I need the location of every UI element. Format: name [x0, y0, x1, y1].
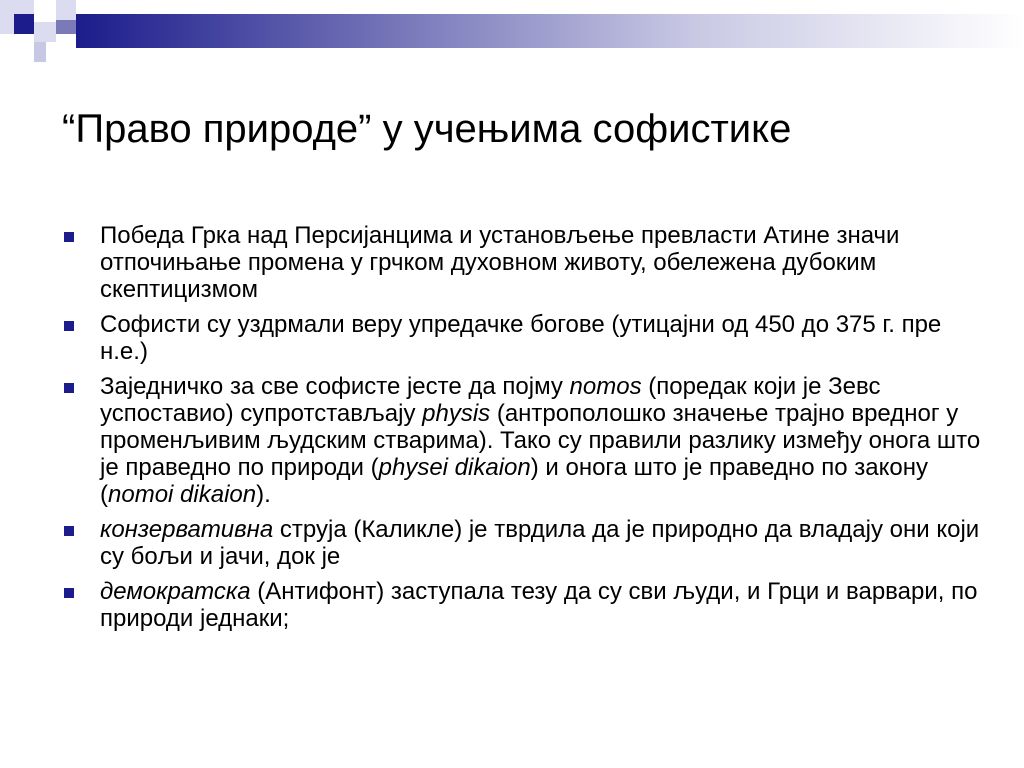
italic-term: nomos [569, 373, 642, 400]
square-bullet-icon [64, 232, 74, 242]
bullet-text: Победа Грка над Персијанцима и установљење превласти Атине значи отпочињање промена у грчком духовном животу, обележена дубоким скептицизмом [100, 222, 900, 303]
deco-square [56, 20, 76, 34]
bullet-text: струја (Каликле) је тврдила да је природно да владају они који су бољи и јачи, док је [100, 516, 980, 570]
bullet-item [62, 373, 982, 508]
bullet-item [62, 311, 982, 365]
corner-decoration [0, 0, 80, 62]
bullet-text: ). [256, 481, 271, 508]
square-bullet-icon [64, 383, 74, 393]
bullet-list [62, 222, 982, 640]
square-bullet-icon [64, 321, 74, 331]
bullet-text: Заједничко за све софисте јесте да појму [100, 373, 570, 400]
square-bullet-icon [64, 526, 74, 536]
deco-square [56, 0, 76, 20]
italic-term: physis [422, 400, 491, 427]
italic-term: nomoi dikaion [108, 481, 257, 508]
deco-square [34, 22, 56, 42]
italic-term: демократска [100, 578, 251, 605]
bullet-text: Софисти су уздрмали веру упредачке богове (утицајни од 450 до 375 г. пре н.е.) [100, 311, 942, 365]
bullet-text: (антрополошко значење трајно вредног у променљивим људским стварима). Тако су правили разлику између онога што је праведно по природи ( [100, 400, 981, 481]
deco-square [34, 0, 56, 22]
bullet-text: (поредак који је Зевс успоставио) супротстављају [100, 373, 881, 427]
bullet-item [62, 578, 982, 632]
italic-term: physei dikaion [378, 454, 531, 481]
bullet-text: ) и онога што је праведно по закону ( [100, 454, 928, 508]
italic-term: конзервативна [100, 516, 274, 543]
bullet-item [62, 222, 982, 303]
bullet-item [62, 516, 982, 570]
square-bullet-icon [64, 588, 74, 598]
deco-square [14, 14, 34, 34]
slide-title: “Право природе” у учењима софистике [62, 107, 792, 151]
deco-square [34, 42, 46, 62]
bullet-text: (Антифонт) заступала тезу да су сви људи, и Грци и варвари, по природи једнаки; [100, 578, 978, 632]
header-gradient-band [76, 14, 1024, 48]
